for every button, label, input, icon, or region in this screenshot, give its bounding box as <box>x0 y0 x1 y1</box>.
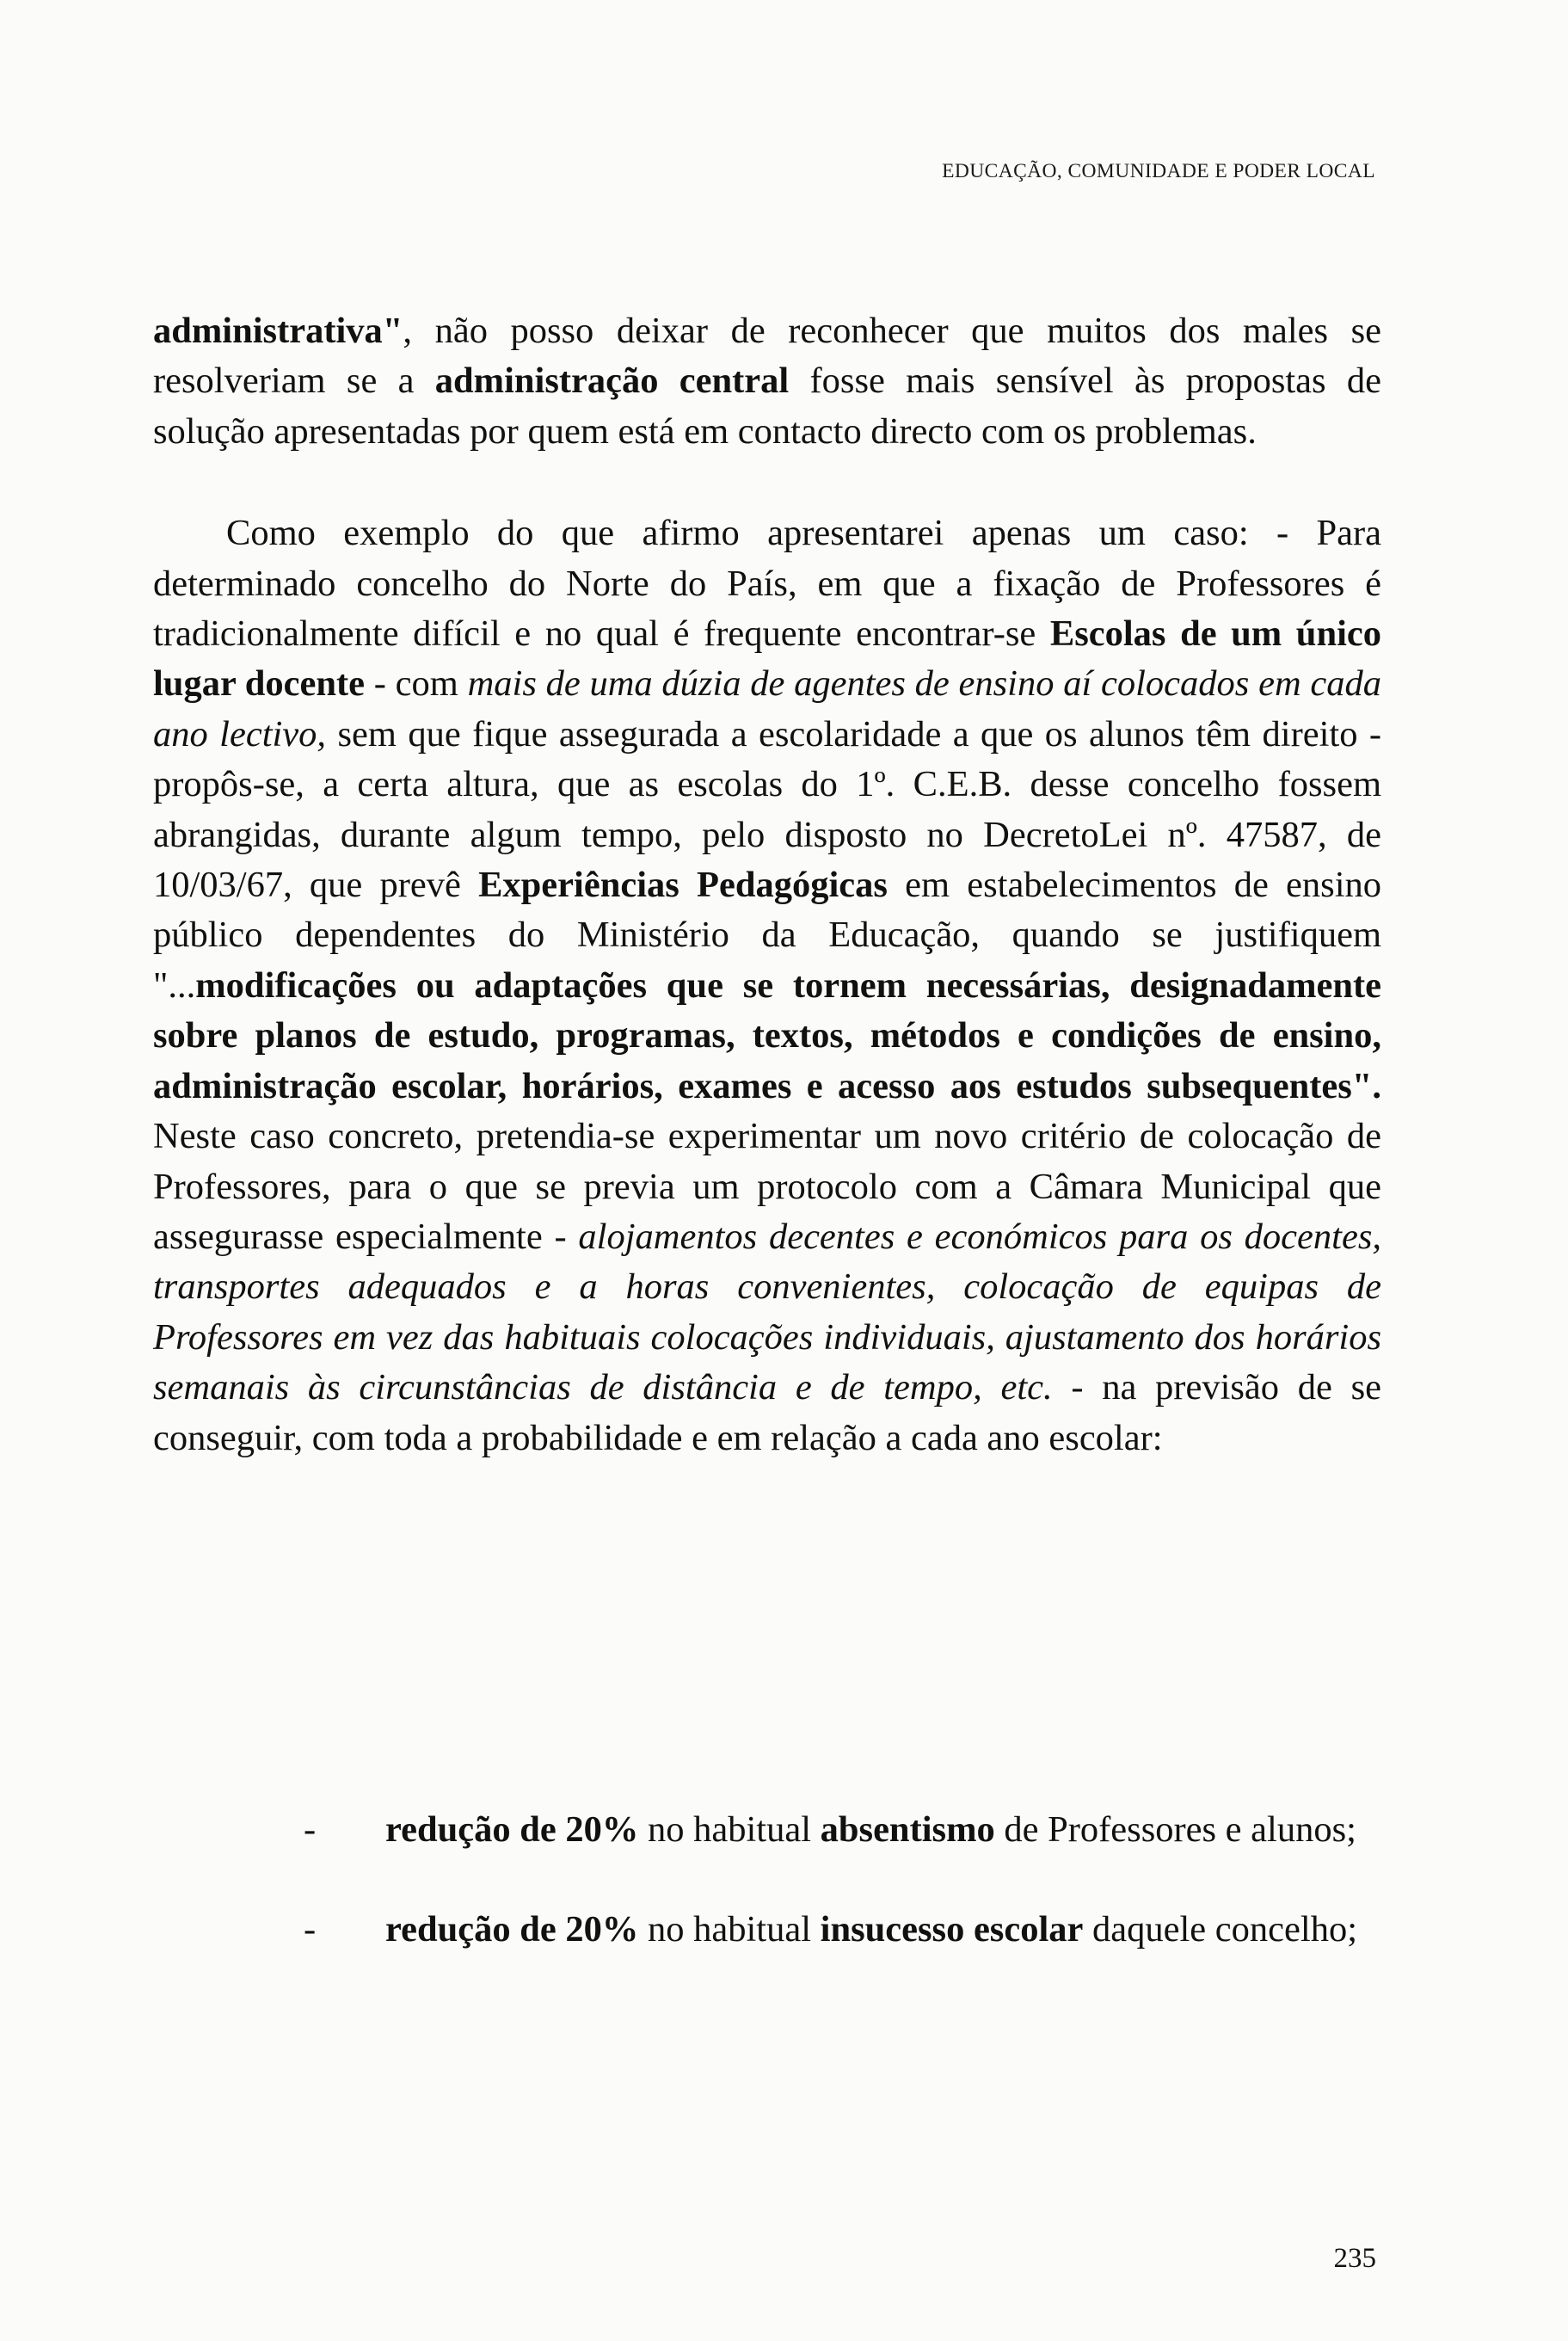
bold-phrase: administração central <box>434 360 790 402</box>
text-run: no habitual <box>638 1809 821 1850</box>
text-run: Como exemplo do que afirmo apresentarei apenas um caso: - Para determinado concelho do Norte do País, em que a fixação de Professores é tradicionalmente difícil e no qual é frequente encontrar-se <box>153 513 1381 655</box>
list-item <box>153 1905 1381 1955</box>
dash-bullet: - <box>304 1909 317 1950</box>
bold-phrase: redução de 20% <box>385 1809 639 1850</box>
bold-phrase: Experiências Pedagógicas <box>478 865 888 906</box>
bold-phrase: administrativa" <box>153 311 403 351</box>
text-run: de Professores e alunos; <box>994 1809 1356 1850</box>
paragraph-2 <box>153 508 1381 1463</box>
text-run: , não posso deixar de reconhecer que muitos dos males se resolveriam se a <box>153 311 1381 402</box>
paragraph-1 <box>153 306 1381 457</box>
text-run: Neste caso concreto, pretendia-se experimentar um novo critério de colocação de Professores, para o que se previa um protocolo com a Câmara Municipal que assegurasse especialmente - <box>153 1116 1381 1257</box>
list-item <box>153 1805 1381 1855</box>
text-run: - com <box>365 663 468 705</box>
bold-phrase: absentismo <box>820 1809 995 1850</box>
bold-phrase: Escolas de um único lugar docente <box>153 613 1381 705</box>
bullet-list <box>153 1805 1381 2005</box>
text-run: em estabelecimentos de ensino público dependentes do Ministério da Educação, quando se justifiquem "... <box>153 865 1382 1006</box>
dash-bullet: - <box>304 1809 317 1850</box>
italic-phrase: mais de uma dúzia de agentes de ensino aí colocados em cada ano lectivo, <box>153 663 1381 755</box>
page-number: 235 <box>1333 2243 1376 2274</box>
text-run: sem que fique assegurada a escolaridade a que os alunos têm direito - propôs-se, a certa altura, que as escolas do 1º. C.E.B. desse concelho fossem abrangidas, durante algum tempo, pelo disposto no DecretoLei nº. 47587, de 10/03/67, que prevê <box>153 713 1382 906</box>
body-text <box>153 306 1381 1463</box>
running-header: EDUCAÇÃO, COMUNIDADE E PODER LOCAL <box>942 160 1375 182</box>
italic-phrase: alojamentos decentes e económicos para os docentes, transportes adequados e a horas convenientes, colocação de equipas de Professores em vez das habituais colocações individuais, ajustamento dos horários semanais às circunstâncias de distância e de tempo, etc. <box>153 1216 1381 1408</box>
text-run: no habitual <box>638 1909 821 1950</box>
text-run: - na previsão de se conseguir, com toda a probabilidade e em relação a cada ano escolar: <box>153 1367 1381 1458</box>
bold-quote: modificações ou adaptações que se tornem necessárias, designadamente sobre planos de estudo, programas, textos, métodos e condições de ensino, administração escolar, horários, exames e acesso aos estudos subsequentes". <box>153 964 1381 1106</box>
bold-phrase: insucesso escolar <box>820 1909 1084 1950</box>
text-run: fosse mais sensível às propostas de solução apresentadas por quem está em contacto directo com os problemas. <box>153 360 1381 452</box>
bold-phrase: redução de 20% <box>385 1909 639 1950</box>
text-run: daquele concelho; <box>1083 1909 1357 1950</box>
